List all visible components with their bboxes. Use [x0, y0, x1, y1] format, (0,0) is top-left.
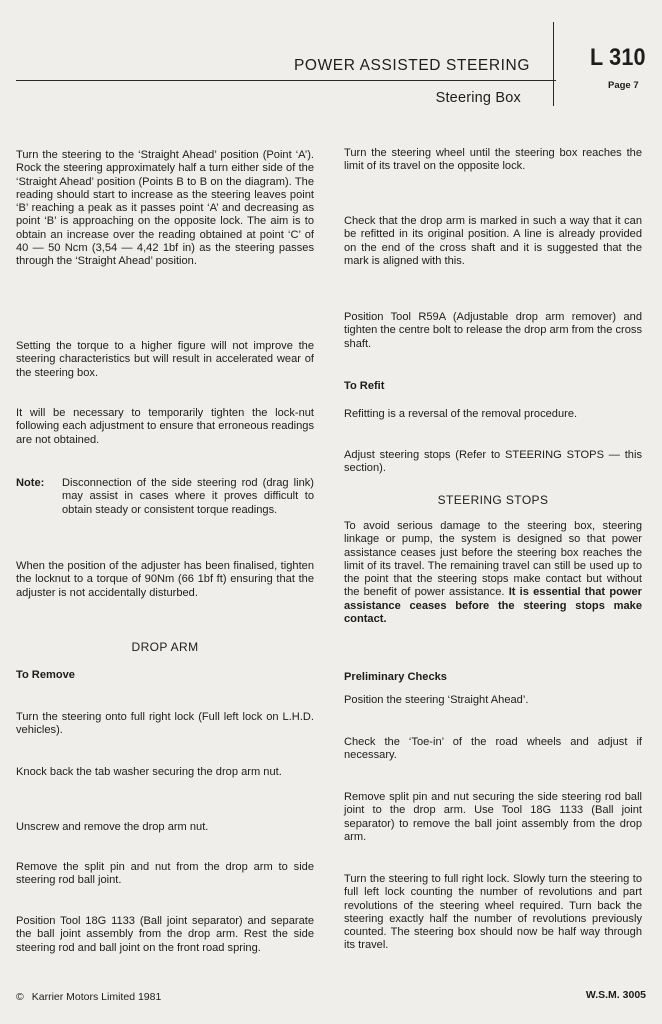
- note-text: Disconnection of the side steering rod (drag link) may assist in cases where it proves difficult to obtain steady or consistent torque readings.: [62, 477, 314, 516]
- check-toe-in: Check the ‘Toe-in’ of the road wheels and adjust if necessary.: [344, 736, 642, 762]
- header-divider: [553, 22, 554, 106]
- copyright-text: Karrier Motors Limited 1981: [31, 991, 162, 1003]
- page-subtitle: Steering Box: [435, 90, 521, 106]
- paragraph-locknut: It will be necessary to temporarily tighten the lock-nut following each adjustment to ensure that erroneous readings are not obtained.: [16, 407, 314, 446]
- paragraph-higher-figure: Setting the torque to a higher figure will not improve the steering characteristics but will result in accelerated wear of the steering box.: [16, 340, 314, 379]
- heading-steering-stops: STEERING STOPS: [437, 493, 549, 507]
- heading-preliminary-checks: Preliminary Checks: [344, 671, 447, 683]
- check-remove-split-pin: Remove split pin and nut securing the side steering rod ball joint to the drop arm. Use Tool 18G 1133 (Ball joint separator) to remove the ball joint assembly from the drop arm.: [344, 791, 642, 843]
- page-number: Page 7: [608, 80, 639, 91]
- copyright-icon: ©: [16, 991, 24, 1003]
- paragraph-steering-stops: [344, 520, 642, 626]
- heading-to-remove: To Remove: [16, 669, 75, 681]
- steering-stops-warning: It is essential that power assistance ceases before the steering stops make contact.: [344, 586, 642, 626]
- note-block: [16, 477, 314, 533]
- footer-copyright: [16, 991, 161, 1003]
- note-label: Note:: [16, 477, 45, 489]
- check-straight-ahead: Position the steering ‘Straight Ahead’.: [344, 694, 529, 706]
- steering-stops-text: To avoid serious damage to the steering box, steering linkage or pump, the system is designed so that power assistance ceases just before the steering box reaches the limit of its travel. The remaining travel can still be used up to the point that the steering stops make contact but without the benefit of power assistance.: [344, 520, 642, 599]
- header-rule: [16, 80, 556, 81]
- step-check-drop-arm-mark: Check that the drop arm is marked in such a way that it can be refitted in its original position. A line is already provided on the end of the cross shaft and it is suggested that the mark is aligned with this.: [344, 215, 642, 267]
- heading-to-refit: To Refit: [344, 380, 385, 392]
- page-title: POWER ASSISTED STEERING: [293, 57, 530, 74]
- paragraph-torque-reading: Turn the steering to the ‘Straight Ahead’ position (Point ‘A’). Rock the steering approximately half a turn either side of the ‘Straight Ahead’ position (Points B to B on the diagram). The reading should start to increase as the steering leaves point ‘B’ reaching a peak as it passes point ‘A’ and decreasing as point ‘B’ is approaching on the opposite lock. The aim is to obtain an increase over the reading obtained at point ‘C’ of 40 — 50 Ncm (3,54 — 4,42 1bf in) as the steering passes through the ‘Straight Ahead’ position.: [16, 149, 314, 268]
- step-tool-r59a: Position Tool R59A (Adjustable drop arm remover) and tighten the centre bolt to release the drop arm from the cross shaft.: [344, 311, 642, 350]
- step-opposite-lock: Turn the steering wheel until the steering box reaches the limit of its travel on the opposite lock.: [344, 147, 642, 173]
- step-split-pin: Remove the split pin and nut from the drop arm to side steering rod ball joint.: [16, 861, 314, 887]
- step-remove-nut: Unscrew and remove the drop arm nut.: [16, 821, 209, 833]
- refit-reversal: Refitting is a reversal of the removal procedure.: [344, 408, 578, 420]
- heading-drop-arm: DROP ARM: [131, 640, 199, 654]
- step-tab-washer: Knock back the tab washer securing the drop arm nut.: [16, 766, 282, 778]
- paragraph-adjuster-finalised: When the position of the adjuster has been finalised, tighten the locknut to a torque of 90Nm (66 1bf ft) ensuring that the adjuster is not accidentally disturbed.: [16, 560, 314, 599]
- step-full-right-lock: Turn the steering onto full right lock (Full left lock on L.H.D. vehicles).: [16, 711, 314, 737]
- check-count-revolutions: Turn the steering to full right lock. Slowly turn the steering to full left lock counting the number of revolutions and part revolutions of the steering wheel required. Turn back the steering exactly half the number of revolutions previously counted. The steering box should now be half way through its travel.: [344, 873, 642, 952]
- section-code: L 310: [590, 44, 646, 71]
- footer-reference: W.S.M. 3005: [585, 989, 646, 1001]
- step-ball-joint-separator: Position Tool 18G 1133 (Ball joint separator) and separate the ball joint assembly from the drop arm. Rest the side steering rod and ball joint on the front road spring.: [16, 915, 314, 954]
- refit-adjust-stops: Adjust steering stops (Refer to STEERING STOPS — this section).: [344, 449, 642, 475]
